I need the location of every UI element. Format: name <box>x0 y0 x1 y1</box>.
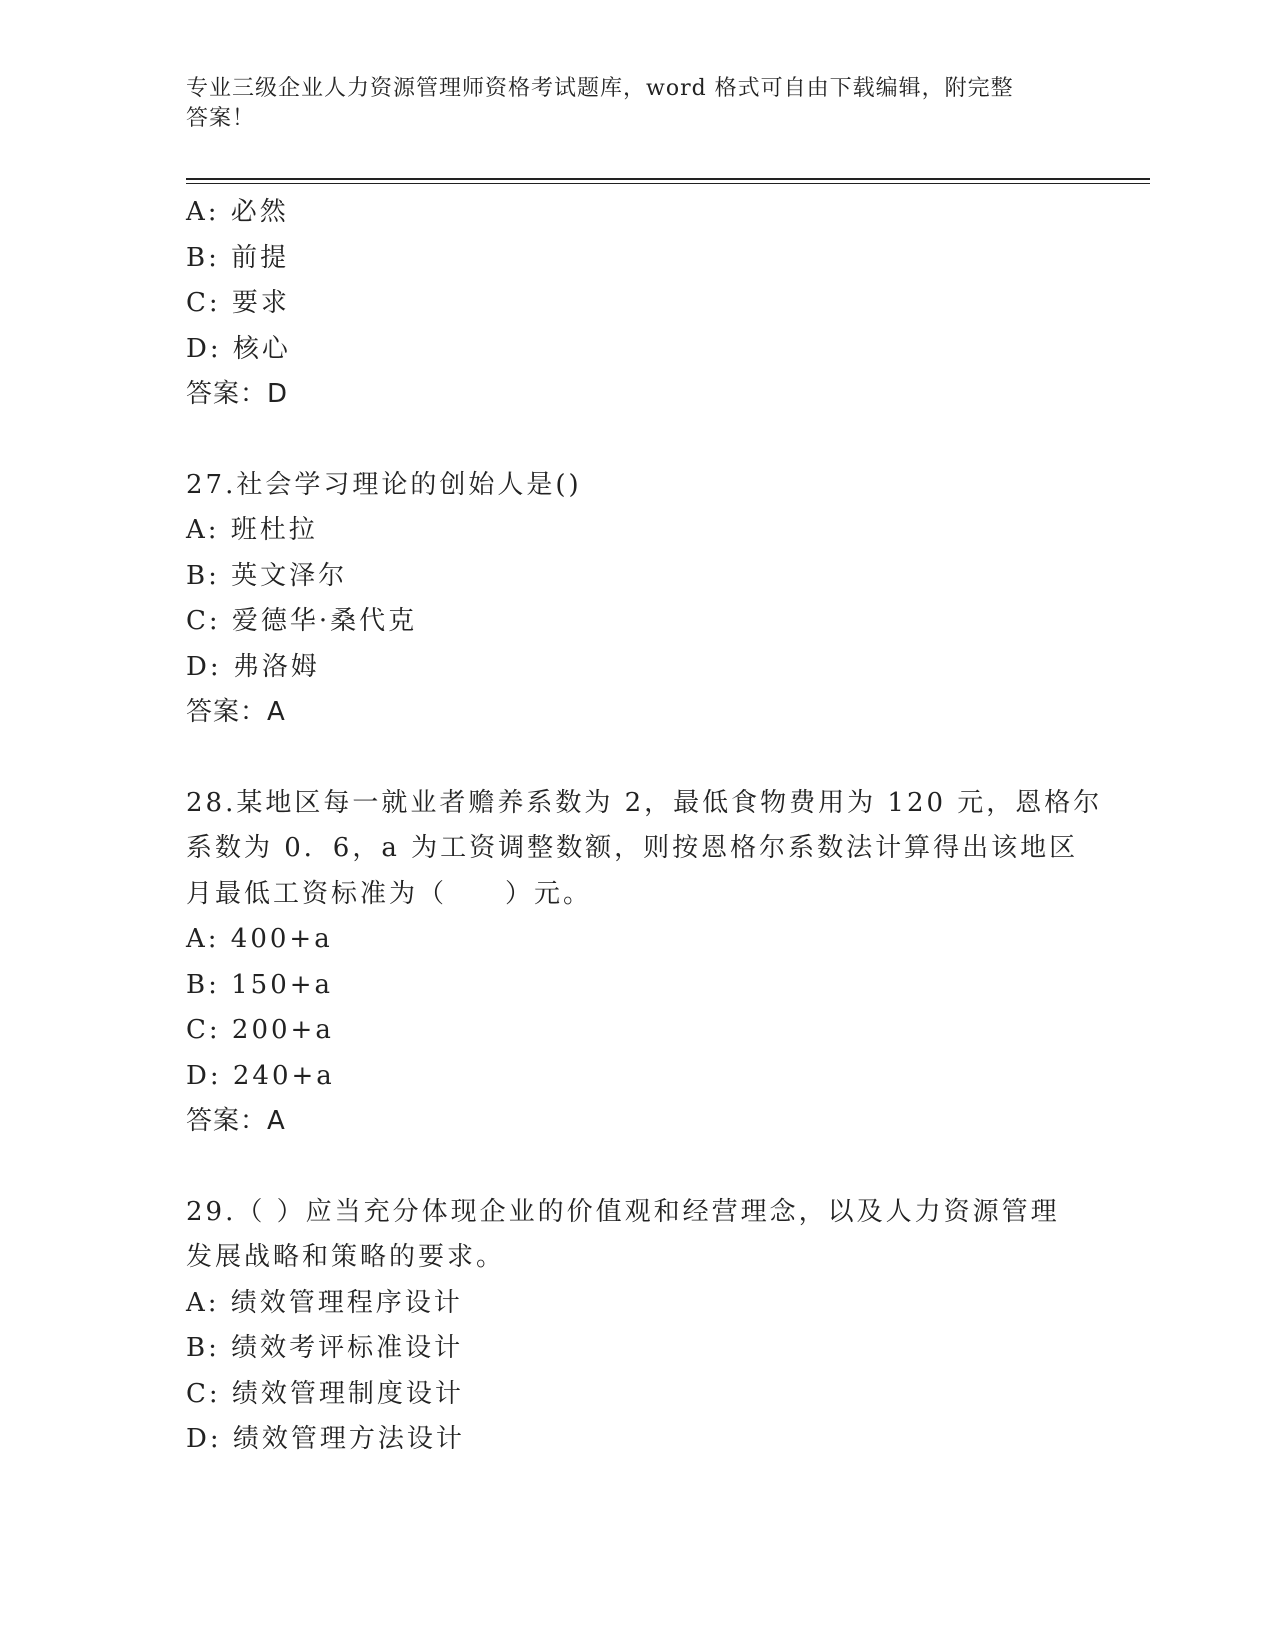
header-line-2: 答案！ <box>186 106 256 131</box>
option-c: C: 200+a <box>186 1015 334 1045</box>
option-d: D: 弗洛姆 <box>186 651 320 682</box>
option-b: B: 绩效考评标准设计 <box>186 1333 464 1363</box>
question-text-line-2: 发展战略和策略的要求。 <box>186 1242 506 1272</box>
document-header <box>186 74 1066 134</box>
option-b: B: 150+a <box>186 969 334 1000</box>
option-d: D: 核心 <box>186 333 291 364</box>
question-block-28 <box>186 781 1103 1145</box>
question-text-line-1: 28.某地区每一就业者赡养系数为 2，最低食物费用为 120 元，恩格尔 <box>186 787 1103 818</box>
spacer <box>186 736 1086 781</box>
spacer <box>186 418 1086 463</box>
option-b: B: 前提 <box>186 242 290 273</box>
option-a: A: 400+a <box>186 924 333 954</box>
question-text-line-1: 29.（ ）应当充分体现企业的价值观和经营理念，以及人力资源管理 <box>186 1196 1060 1227</box>
option-d: D: 绩效管理方法设计 <box>186 1424 465 1454</box>
question-list <box>186 190 1103 1463</box>
option-d: D: 240+a <box>186 1060 335 1091</box>
option-a: A: 必然 <box>186 197 289 227</box>
answer-line: 答案：A <box>186 697 286 727</box>
answer-line: 答案：D <box>186 379 289 409</box>
question-text-line-3: 月最低工资标准为（ ）元。 <box>186 878 593 909</box>
option-c: C: 要求 <box>186 288 290 318</box>
option-a: A: 绩效管理程序设计 <box>186 1287 463 1318</box>
option-b: B: 英文泽尔 <box>186 560 348 591</box>
option-c: C: 爱德华·桑代克 <box>186 606 418 636</box>
question-block-26 <box>186 190 1086 418</box>
header-divider-thin <box>186 183 1150 184</box>
header-line-1: 专业三级企业人力资源管理师资格考试题库，word 格式可自由下载编辑，附完整 <box>186 76 1014 101</box>
question-text: 27.社会学习理论的创始人是() <box>186 469 582 500</box>
spacer <box>186 1145 1086 1190</box>
answer-line: 答案：A <box>186 1106 286 1136</box>
question-text-line-2: 系数为 0．6，a 为工资调整数额，则按恩格尔系数法计算得出该地区 <box>186 833 1079 863</box>
question-block-27 <box>186 463 1086 736</box>
header-divider-thick <box>186 178 1150 180</box>
option-a: A: 班杜拉 <box>186 515 318 545</box>
option-c: C: 绩效管理制度设计 <box>186 1378 464 1409</box>
question-block-29 <box>186 1190 1086 1463</box>
